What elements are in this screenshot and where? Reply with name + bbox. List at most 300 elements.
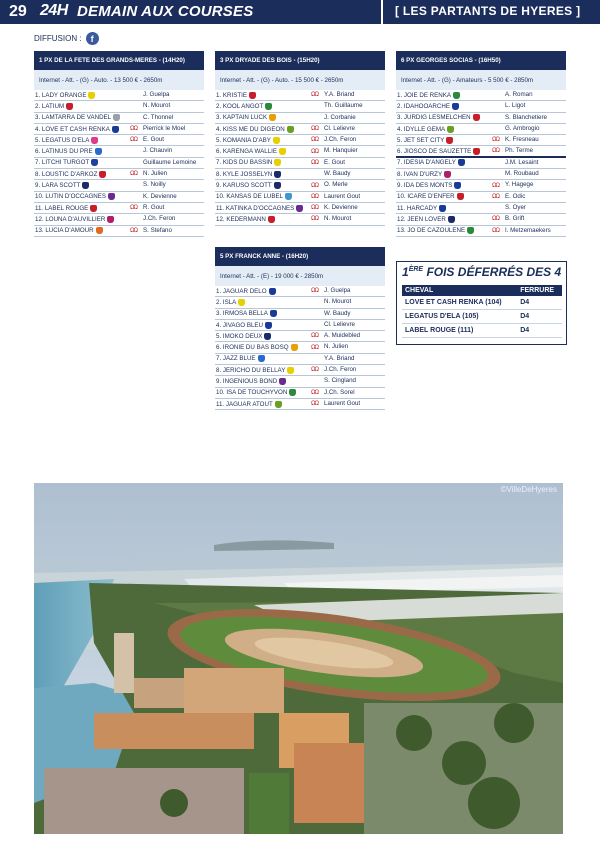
horse-name: 2. LATIUM [35, 102, 65, 110]
runner-cell [215, 171, 322, 178]
runner-row [396, 180, 566, 191]
race-title: 6 PX GEORGES SOCIAS - (16H50) [396, 51, 566, 70]
runner-cell [34, 103, 141, 110]
jockey-silk-icon [291, 344, 298, 351]
race-info: Internet - Att. - (G) - Auto. - 15 500 € - 2650m [215, 70, 385, 90]
horseshoe-icon: ΩΩ [130, 126, 137, 133]
horse-name: 8. LOUSTIC D'ARKOZ [35, 170, 98, 178]
jockey-name: J.Ch. Feron [143, 215, 176, 223]
horse-name: 11. HARCADY [397, 204, 438, 212]
horseshoe-icon: ΩΩ [492, 216, 499, 223]
runner-cell [34, 137, 141, 144]
jockey-name: K. Fresneau [505, 136, 539, 144]
horse-name: 12. JEEN LOVER [397, 215, 446, 223]
horseshoe-icon: ΩΩ [311, 137, 318, 144]
jockey-silk-icon [473, 148, 480, 155]
jockey-name: Cl. Lelievre [324, 124, 355, 132]
jockey-silk-icon [88, 92, 95, 99]
horseshoe-icon: ΩΩ [311, 193, 318, 200]
runner-cell [396, 159, 503, 166]
runner-row [396, 90, 566, 101]
jockey-name: R. Gout [143, 203, 165, 211]
runner-cell [215, 355, 322, 362]
runner-cell [34, 148, 141, 155]
jockey-name: O. Merle [324, 181, 348, 189]
runner-row [34, 158, 204, 169]
race-info: Internet - Att. - (E) - 19 000 € - 2850m [215, 266, 385, 286]
runner-row [396, 203, 566, 214]
jockey-silk-icon [95, 148, 102, 155]
jockey-name: J. Guelpa [143, 90, 170, 98]
jockey-silk-icon [444, 171, 451, 178]
jockey-silk-icon [446, 137, 453, 144]
runner-cell [215, 401, 322, 408]
runner-cell [396, 137, 503, 144]
runner-row [396, 124, 566, 135]
jockey-name: K. Devienne [143, 192, 177, 200]
horse-name: 3. IRMOSA BELLA [216, 310, 268, 318]
runner-row [215, 158, 385, 169]
jockey-name: J.Ch. Sorel [324, 388, 355, 396]
jockey-silk-icon [238, 299, 245, 306]
horse-name: 9. INGENIOUS BOND [216, 378, 278, 386]
runner-row [396, 169, 566, 180]
runner-cell [34, 216, 141, 223]
table-row [402, 296, 562, 310]
runner-list [215, 90, 385, 226]
jockey-name: Y. Hagege [505, 181, 534, 189]
jockey-silk-icon [296, 205, 303, 212]
runner-row [396, 146, 566, 157]
jockey-name: S. Cingland [324, 377, 356, 385]
runner-row [34, 203, 204, 214]
runner-row [396, 101, 566, 112]
runner-row [215, 146, 385, 157]
jockey-silk-icon [454, 182, 461, 189]
runner-row [34, 146, 204, 157]
horse-name: 6. LATINUS DU PRE [35, 148, 93, 156]
runner-cell [34, 159, 141, 166]
jockey-silk-icon [453, 92, 460, 99]
runner-cell [396, 182, 503, 189]
horse-name: 10. KANSAS DE LUBEL [216, 193, 284, 201]
runner-cell [34, 182, 141, 189]
horse-name: 4. LOVE ET CASH RENKA [35, 125, 110, 133]
horse-name: 10. ISA DE TOUCHYVON [216, 389, 288, 397]
runner-cell [215, 103, 322, 110]
runner-cell [396, 103, 503, 110]
runner-cell [215, 299, 322, 306]
jockey-silk-icon [287, 126, 294, 133]
runner-row [34, 113, 204, 124]
jockey-name: M. Roubaud [505, 170, 539, 178]
horseshoe-icon: ΩΩ [311, 216, 318, 223]
runner-cell [215, 193, 322, 200]
jockey-name: Guillaume Lemoine [143, 158, 197, 166]
runner-row [215, 365, 385, 376]
runner-row [396, 214, 566, 225]
jockey-name: Y.A. Briand [324, 90, 355, 98]
runner-cell [215, 288, 322, 295]
race-title: 1 PX DE LA FETE DES GRANDS-MERES - (14H20) [34, 51, 204, 70]
horse-name: 4. IDYLLE GEMA [397, 125, 446, 133]
runner-row [396, 113, 566, 124]
horse-cell: LABEL ROUGE (111) [402, 324, 517, 338]
horse-name: 10. LUTIN D'OCCAGNES [35, 193, 106, 201]
horse-name: 2. IDAHOOARCHE [397, 102, 450, 110]
runner-cell [215, 182, 322, 189]
runner-row [396, 226, 566, 237]
jockey-silk-icon [467, 227, 474, 234]
runner-cell [215, 114, 322, 121]
runner-row [215, 309, 385, 320]
jockey-silk-icon [99, 171, 106, 178]
runner-row [34, 124, 204, 135]
runner-cell [215, 92, 322, 99]
jockey-silk-icon [447, 126, 454, 133]
jockey-name: A. Muidebled [324, 332, 361, 340]
horse-name: 8. IVAN D'URZY [397, 170, 443, 178]
jockey-name: E. Gout [324, 158, 345, 166]
horse-name: 9. LARA SCOTT [35, 182, 81, 190]
race-card [215, 51, 385, 226]
runner-cell [34, 171, 141, 178]
runner-row [215, 331, 385, 342]
horseshoe-icon: ΩΩ [311, 92, 318, 99]
jockey-silk-icon [96, 227, 103, 234]
horse-name: 7. IDESIA D'ANGELY [397, 159, 456, 167]
horse-name: 9. IDA DES MONTS [397, 182, 453, 190]
horse-name: 4. KISS ME DU DIGEON [216, 125, 285, 133]
jockey-name: L. Ligot [505, 102, 526, 110]
section-title: [ LES PARTANTS DE HYERES ] [395, 4, 581, 18]
jockey-silk-icon [279, 148, 286, 155]
runner-cell [34, 126, 141, 133]
jockey-name: Pierrick le Moel [143, 124, 186, 132]
runner-cell [396, 148, 503, 155]
jockey-name: J. Chauvin [143, 147, 173, 155]
runner-row [34, 90, 204, 101]
jockey-silk-icon [458, 159, 465, 166]
runner-cell [215, 126, 322, 133]
horseshoe-icon: ΩΩ [130, 205, 137, 212]
table-row [402, 324, 562, 338]
horse-name: 10. ICARE D'ENFER [397, 193, 455, 201]
runner-row [215, 342, 385, 353]
runner-row [215, 297, 385, 308]
deferre-title: 1ÈRE FOIS DÉFERRÉS DES 4 [402, 265, 562, 279]
runner-cell [215, 205, 322, 212]
horseshoe-icon: ΩΩ [311, 126, 318, 133]
horse-name: 2. KOOL ANGOT [216, 102, 264, 110]
horse-cell: LEGATUS D'ELA (105) [402, 310, 517, 324]
jockey-name: K. Devienne [324, 203, 358, 211]
col-shoeing-header: FERRURE [517, 285, 562, 296]
jockey-name: J. Corbanie [324, 113, 356, 121]
runner-cell [215, 159, 322, 166]
logo: 24H [40, 2, 68, 19]
jockey-silk-icon [287, 367, 294, 374]
runner-row [215, 354, 385, 365]
jockey-silk-icon [265, 322, 272, 329]
jockey-silk-icon [113, 114, 120, 121]
horseshoe-icon: ΩΩ [130, 137, 137, 144]
runner-cell [215, 310, 322, 317]
jockey-name: N. Mourot [324, 298, 352, 306]
horse-name: 8. JERICHO DU BELLAY [216, 366, 286, 374]
jockey-silk-icon [268, 216, 275, 223]
hippodrome-aerial-image [34, 483, 563, 834]
runner-row [215, 286, 385, 297]
jockey-silk-icon [107, 216, 114, 223]
runner-cell [396, 171, 503, 178]
jockey-silk-icon [274, 182, 281, 189]
jockey-silk-icon [274, 171, 281, 178]
jockey-silk-icon [258, 355, 265, 362]
page-title: DEMAIN AUX COURSES [77, 3, 254, 20]
horse-cell: LOVE ET CASH RENKA (104) [402, 296, 517, 310]
jockey-name: E. Odic [505, 192, 526, 200]
jockey-name: Th. Guillaume [324, 102, 363, 110]
runner-list [34, 90, 204, 237]
jockey-silk-icon [448, 216, 455, 223]
jockey-name: E. Gout [143, 136, 164, 144]
runner-row [34, 169, 204, 180]
horse-name: 12. KEDERMANN [216, 215, 266, 223]
jockey-silk-icon [265, 103, 272, 110]
runner-cell [215, 344, 322, 351]
race-card [396, 51, 566, 237]
jockey-silk-icon [66, 103, 73, 110]
horse-name: 11. KATINKA D'OCCAGNES [216, 204, 295, 212]
horse-name: 6. JIOSCO DE SAUZETTE [397, 147, 472, 155]
jockey-silk-icon [270, 310, 277, 317]
jockey-silk-icon [273, 137, 280, 144]
jockey-silk-icon [285, 193, 292, 200]
jockey-name: A. Roman [505, 90, 533, 98]
runner-cell [34, 92, 141, 99]
jockey-name: N. Mourot [324, 215, 352, 223]
runner-row [34, 180, 204, 191]
runner-cell [34, 205, 141, 212]
runner-cell [396, 193, 503, 200]
horseshoe-icon: ΩΩ [311, 288, 318, 295]
page-number: 29 [9, 3, 27, 20]
runner-row [215, 169, 385, 180]
jockey-silk-icon [439, 205, 446, 212]
horse-name: 5. IMOKO DEUX [216, 332, 263, 340]
horse-name: 2. ISLA [216, 298, 237, 306]
jockey-silk-icon [279, 378, 286, 385]
header-divider [381, 0, 383, 24]
jockey-silk-icon [249, 92, 256, 99]
runner-row [215, 124, 385, 135]
jockey-name: J.Ch. Feron [324, 366, 357, 374]
runner-row [396, 158, 566, 169]
runner-row [215, 376, 385, 387]
race-info: Internet - Att. - (G) - Amateurs - 5 500 € - 2850m [396, 70, 566, 90]
jockey-name: S. Noilly [143, 181, 166, 189]
jockey-silk-icon [452, 103, 459, 110]
runner-cell [34, 227, 141, 234]
jockey-silk-icon [457, 193, 464, 200]
race-title: 3 PX DRYADE DES BOIS - (15H20) [215, 51, 385, 70]
runner-cell [215, 148, 322, 155]
horse-name: 7. KIDS DU BASSIN [216, 159, 273, 167]
runner-row [215, 203, 385, 214]
horseshoe-icon: ΩΩ [311, 159, 318, 166]
shoeing-cell: D4 [517, 296, 562, 310]
jockey-name: S. Stefano [143, 226, 172, 234]
jockey-name: C. Thonnel [143, 113, 174, 121]
facebook-icon[interactable]: f [86, 32, 99, 45]
jockey-silk-icon [91, 159, 98, 166]
top-bar [0, 0, 600, 24]
shoeing-cell: D4 [517, 310, 562, 324]
horseshoe-icon: ΩΩ [311, 333, 318, 340]
horse-name: 11. LABEL ROUGE [35, 204, 89, 212]
col-horse-header: CHEVAL [402, 285, 517, 296]
jockey-name: I. Metzemaekers [505, 226, 551, 234]
runner-cell [215, 367, 322, 374]
horse-name: 3. JURDIG LESMELCHEN [397, 114, 471, 122]
horseshoe-icon: ΩΩ [311, 344, 318, 351]
jockey-name: Cl. Lelievre [324, 320, 355, 328]
jockey-name: Ph. Terme [505, 146, 534, 154]
runner-cell [396, 92, 503, 99]
jockey-silk-icon [275, 401, 282, 408]
horse-name: 8. KYLE JOSSELYN [216, 170, 273, 178]
runner-row [215, 399, 385, 410]
horseshoe-icon: ΩΩ [311, 367, 318, 374]
aerial-photo [34, 483, 563, 834]
runner-row [215, 320, 385, 331]
runner-cell [396, 227, 503, 234]
horseshoe-icon: ΩΩ [311, 148, 318, 155]
jockey-name: J.M. Lesaint [505, 158, 539, 166]
diffusion [34, 32, 99, 45]
horse-name: 12. LOUNA D'AUVILLIER [35, 215, 106, 223]
runner-cell [396, 205, 503, 212]
jockey-name: B. Grift [505, 215, 525, 223]
jockey-name: Y.A. Briand [324, 354, 355, 362]
runner-row [396, 135, 566, 146]
runner-row [215, 214, 385, 225]
jockey-silk-icon [91, 137, 98, 144]
race-card [34, 51, 204, 237]
jockey-silk-icon [112, 126, 119, 133]
jockey-name: J. Guelpa [324, 286, 351, 294]
horse-name: 1. KRISTIE [216, 91, 247, 99]
runner-row [215, 90, 385, 101]
runner-cell [215, 389, 322, 396]
jockey-name: N. Julien [324, 343, 349, 351]
runner-cell [215, 216, 322, 223]
horse-name: 3. KAPTAIN LUCK [216, 114, 268, 122]
jockey-silk-icon [269, 288, 276, 295]
horse-name: 11. JAGUAR ATOUT [216, 400, 273, 408]
horse-name: 5. LEGATUS D'ELA [35, 136, 90, 144]
table-row [402, 310, 562, 324]
runner-cell [215, 378, 322, 385]
horse-name: 7. LITCHI TURGOT [35, 159, 90, 167]
jockey-silk-icon [269, 114, 276, 121]
jockey-name: M. Hanquier [324, 147, 358, 155]
horse-name: 5. JET SET CITY [397, 136, 445, 144]
jockey-silk-icon [264, 333, 271, 340]
diffusion-label: DIFFUSION : [34, 34, 82, 43]
runner-cell [396, 114, 503, 121]
horse-name: 4. JIVAGO BLEU [216, 321, 263, 329]
deferre-table [402, 285, 562, 338]
jockey-name: N. Julien [143, 170, 168, 178]
jockey-name: S. Oyer [505, 203, 526, 211]
horse-name: 9. KARUSO SCOTT [216, 182, 272, 190]
jockey-name: G. Ambrogio [505, 124, 540, 132]
horseshoe-icon: ΩΩ [311, 205, 318, 212]
jockey-name: Laurent Gout [324, 192, 361, 200]
race-card [215, 247, 385, 410]
runner-cell [215, 137, 322, 144]
jockey-silk-icon [108, 193, 115, 200]
race-title: 5 PX FRANCK ANNE - (16H20) [215, 247, 385, 266]
runner-row [215, 192, 385, 203]
horse-name: 6. IRONIE DU BAS BOSQ [216, 344, 289, 352]
horse-name: 1. JOIE DE RENKA [397, 91, 451, 99]
runner-list [215, 286, 385, 410]
jockey-name: N. Mourot [143, 102, 171, 110]
runner-cell [215, 333, 322, 340]
jockey-name: W. Baudy [324, 170, 351, 178]
runner-row [34, 101, 204, 112]
horseshoe-icon: ΩΩ [311, 389, 318, 396]
horseshoe-icon: ΩΩ [130, 227, 137, 234]
horse-name: 1. LADY ORANGE [35, 91, 87, 99]
runner-row [215, 113, 385, 124]
horseshoe-icon: ΩΩ [311, 182, 318, 189]
horseshoe-icon: ΩΩ [492, 227, 499, 234]
horseshoe-icon: ΩΩ [492, 148, 499, 155]
jockey-silk-icon [274, 159, 281, 166]
jockey-silk-icon [289, 389, 296, 396]
jockey-name: W. Baudy [324, 309, 351, 317]
jockey-name: S. Blanchetiere [505, 113, 547, 121]
jockey-silk-icon [82, 182, 89, 189]
runner-row [215, 180, 385, 191]
runner-cell [34, 193, 141, 200]
jockey-name: J.Ch. Feron [324, 136, 357, 144]
jockey-silk-icon [90, 205, 97, 212]
horseshoe-icon: ΩΩ [492, 193, 499, 200]
horse-name: 7. JAZZ BLUE [216, 355, 256, 363]
jockey-name: Laurent Gout [324, 399, 361, 407]
horseshoe-icon: ΩΩ [492, 182, 499, 189]
horseshoe-icon: ΩΩ [492, 137, 499, 144]
race-info: Internet - Att. - (G) - Auto. - 13 500 € - 2650m [34, 70, 204, 90]
runner-row [396, 192, 566, 203]
horse-name: 1. JAGUAR DELO [216, 287, 267, 295]
runner-cell [34, 114, 141, 121]
horse-name: 13. JO DE CAZOULENE [397, 227, 466, 235]
runner-row [34, 214, 204, 225]
runner-row [34, 192, 204, 203]
horse-name: 3. LAMTARRA DE VANDEL [35, 114, 112, 122]
runner-row [34, 135, 204, 146]
runner-row [215, 101, 385, 112]
runner-row [34, 226, 204, 237]
horseshoe-icon: ΩΩ [311, 401, 318, 408]
runner-cell [215, 322, 322, 329]
